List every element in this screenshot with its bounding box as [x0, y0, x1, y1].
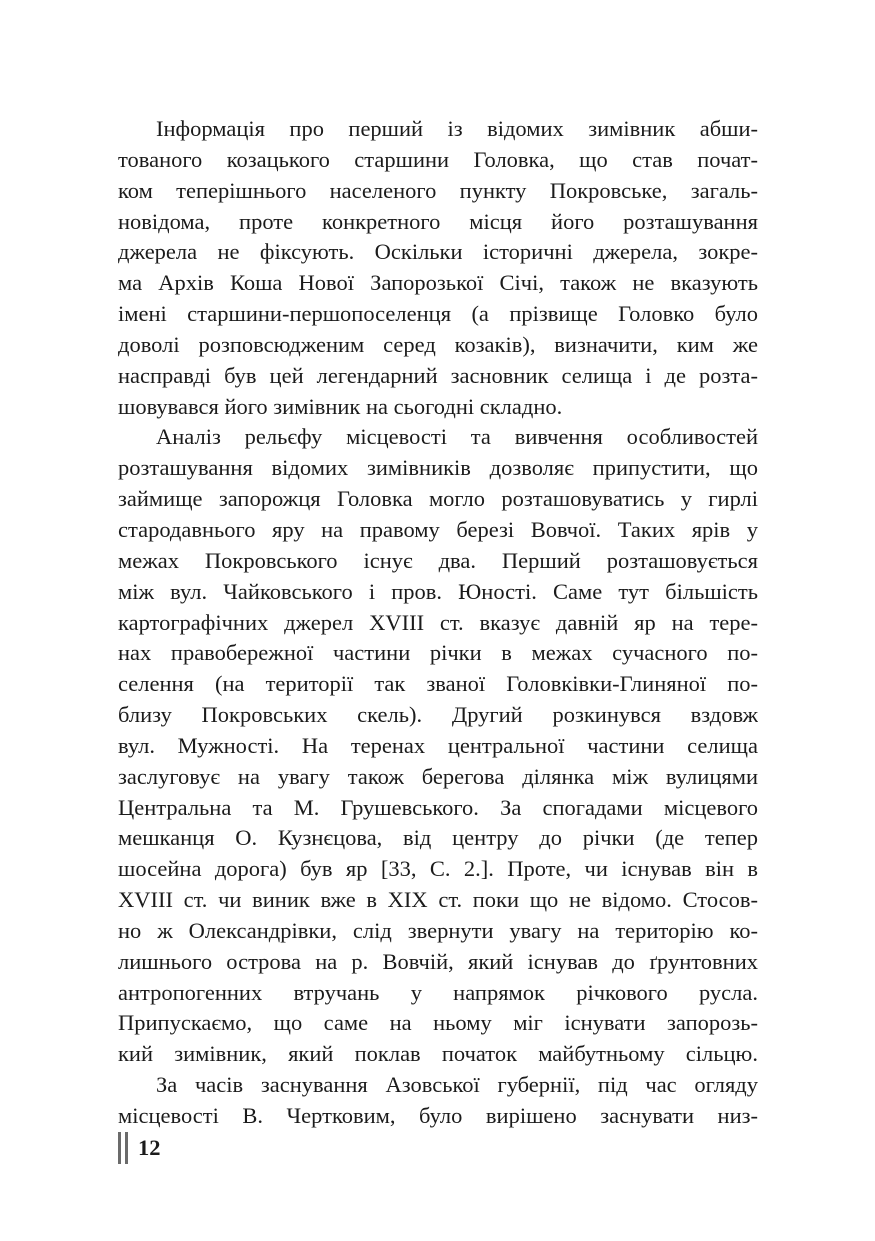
page-number-rule — [125, 1132, 128, 1164]
text-line: шосейна дорога) був яр [33, С. 2.]. Проте, чи існував він в — [118, 856, 758, 882]
text-line: насправді був цей легендарний засновник селища і де розта- — [118, 362, 758, 388]
text-line: близу Покровських скель). Другий розкинувся вздовж — [118, 702, 758, 728]
text-line: заслуговує на увагу також берегова ділянка між вулицями — [118, 763, 758, 789]
text-line: розташування відомих зимівників дозволяє припустити, що — [118, 455, 758, 481]
text-line: картографічних джерел XVIII ст. вказує давній яр на тере- — [118, 609, 758, 635]
text-line: но ж Олександрівки, слід звернути увагу на територію ко- — [118, 917, 758, 943]
body-text — [118, 114, 758, 1132]
page-number-rule — [118, 1132, 121, 1164]
text-line: ма Архів Коша Нової Запорозької Січі, також не вказують — [118, 270, 758, 296]
text-line: місцевості В. Чертковим, було вирішено заснувати низ- — [118, 1103, 758, 1128]
text-line: кий зимівник, який поклав початок майбутньому сільцю. — [118, 1041, 758, 1067]
text-line: межах Покровського існує два. Перший розташовується — [118, 547, 758, 573]
text-line: ком теперішнього населеного пункту Покровське, загаль- — [118, 177, 758, 203]
text-line: шовувався його зимівник на сьогодні складно. — [118, 393, 563, 419]
text-line: мешканця О. Кузнєцова, від центру до річки (де тепер — [118, 825, 758, 851]
text-line: вул. Мужності. На теренах центральної частини селища — [118, 732, 758, 758]
text-line: тованого козацького старшини Головка, що став почат- — [118, 146, 758, 172]
text-line: Центральна та М. Грушевського. За спогадами місцевого — [118, 794, 758, 820]
page-number-block — [118, 1132, 161, 1164]
text-line: новідома, проте конкретного місця його розташування — [118, 208, 758, 234]
text-line: XVIII ст. чи виник вже в XIX ст. поки що не відомо. Стосов- — [118, 887, 758, 913]
text-line: доволі розповсюдженим серед козаків), визначити, ким же — [118, 331, 758, 357]
text-line: За часів заснування Азовської губернії, під час огляду — [156, 1072, 758, 1098]
page-number: 12 — [138, 1135, 161, 1160]
text-line: Припускаємо, що саме на ньому міг існувати запорозь- — [118, 1010, 758, 1036]
text-line: джерела не фіксують. Оскільки історичні джерела, зокре- — [118, 239, 758, 265]
text-line: імені старшини-першопоселенця (а прізвище Головко було — [118, 301, 758, 327]
text-line: антропогенних втручань у напрямок річкового русла. — [118, 979, 758, 1005]
text-line: між вул. Чайковського і пров. Юності. Саме тут більшість — [118, 578, 758, 604]
text-line: селення (на території так званої Головківки-Глиняної по- — [118, 671, 758, 697]
text-line: Інформація про перший із відомих зимівник абши- — [156, 116, 758, 141]
text-line: Аналіз рельєфу місцевості та вивчення особливостей — [156, 424, 758, 450]
text-line: займище запорожця Головка могло розташовуватись у гирлі — [118, 486, 758, 512]
text-line: стародавнього яру на правому березі Вовчої. Таких ярів у — [118, 516, 758, 542]
text-line: лишнього острова на р. Вовчій, який існував до ґрунтовних — [118, 948, 758, 974]
text-line: нах правобережної частини річки в межах сучасного по- — [118, 640, 758, 666]
